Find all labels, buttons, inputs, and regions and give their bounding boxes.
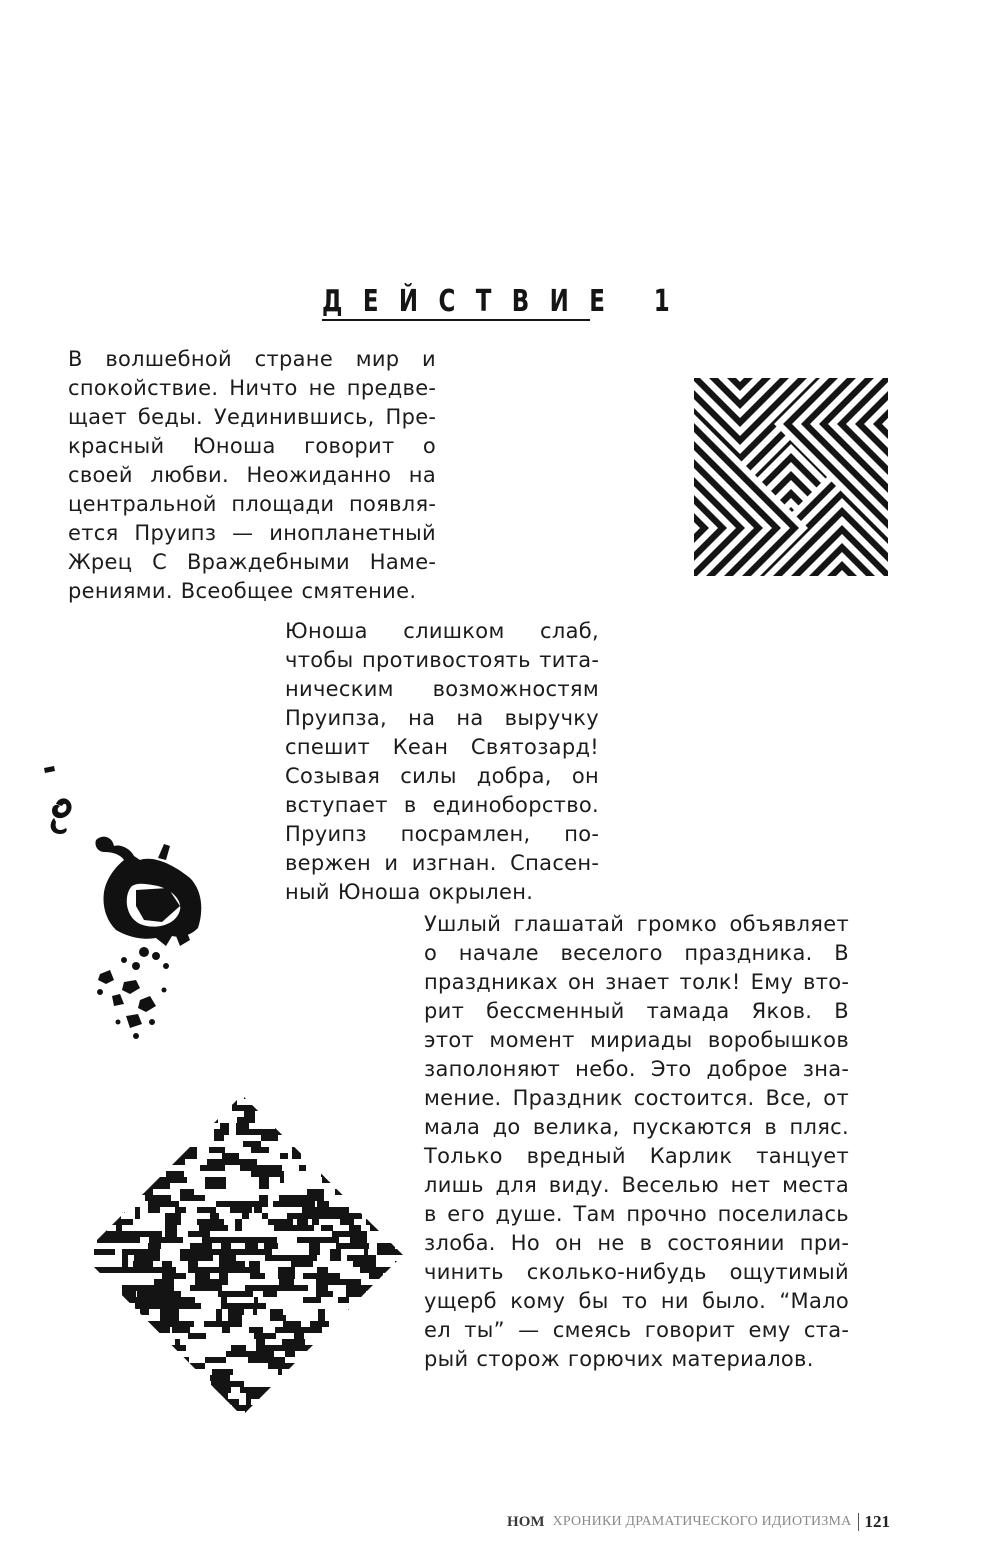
pixel-noise-diamond	[80, 1093, 405, 1418]
footer-brand: НОМ	[507, 1513, 545, 1530]
page-number: 121	[864, 1512, 890, 1531]
paragraph-1: В волшебной стране мир и спокойствие. Ничто не предвещает беды. Уединившись, Прекрасный Юноша говорит о своей любви. Неожиданно на центральной площади появляется Пруипз — инопланетный Жрец С Враждебными Намерениями. Всеобщее смятение.	[68, 347, 436, 603]
title-underline	[322, 319, 590, 321]
footer-divider	[858, 1513, 859, 1531]
footer-series-title: ХРОНИКИ ДРАМАТИЧЕСКОГО ИДИОТИЗМА	[552, 1514, 852, 1529]
page-footer	[440, 1510, 890, 1534]
concentric-diamond-pattern	[694, 378, 888, 576]
act-title: ДЕЙСТВИЕ 1	[322, 284, 691, 319]
ink-splash-illustration	[40, 760, 215, 1045]
paragraph-2: Юноша слишком слаб, чтобы противостоять титаническим возможностям Пруипза, на на выручку спешит Кеан Святозард! Созывая силы добра, он вступает в единоборство. Пруипз посрамлен, повержен и изгнан. Спасенный Юноша окрылен.	[285, 619, 599, 904]
paragraph-3: Ушлый глашатай громко объявляет о начале веселого праздника. В праздниках он знает толк! Ему вторит бессменный тамада Яков. В этот момент мириады воробышков заполоняют небо. Это доброе знамение. Праздник состоится. Все, от мала до велика, пускаются в пляс. Только вредный Карлик танцует лишь для виду. Веселью нет места в его душе. Там прочно поселилась злоба. Но он не в состоянии причинить сколько-нибудь ощутимый ущерб кому бы то ни было. “Мало ел ты” — смеясь говорит ему старый сторож горючих материалов.	[424, 912, 849, 1371]
